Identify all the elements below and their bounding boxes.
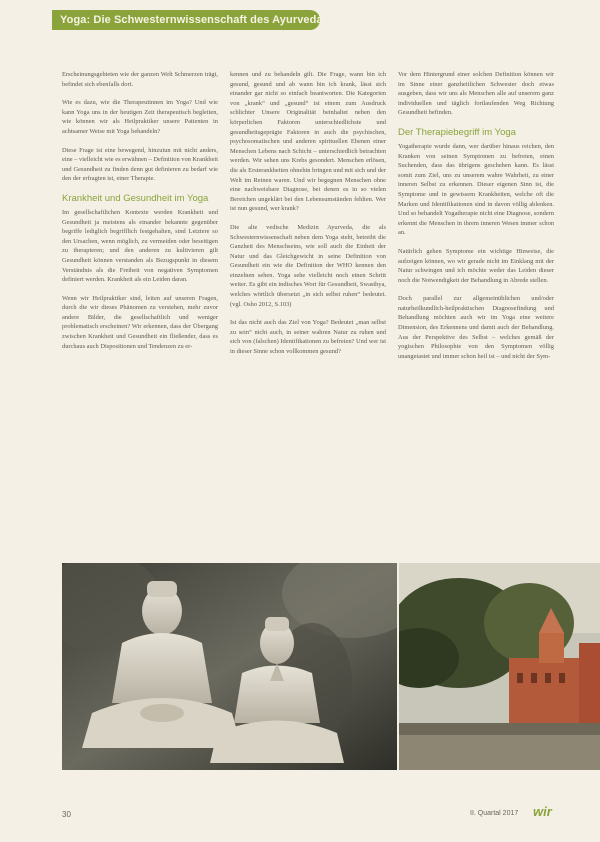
text-column-3 [398, 70, 554, 370]
paragraph: Wenn wir Heilpraktiker sind, leiten auf unseren Fragen, durch die wir dieses Phänomen zu verstehen, mehr zuvor andere Bilder, die gesellschaftlich und weniger problematisch erscheinen? Wir erkennen, dass der Übergang zwischen Krankheit und Gesundheit ein fließender, dass es durchaus auch Dispositionen und Tendenzen zu er- [62, 294, 218, 350]
page-header-title: Yoga: Die Schwesternwissenschaft des Ayurveda [60, 14, 323, 26]
temple-river-photo [399, 563, 600, 770]
paragraph: Doch parallel zur allgemeinüblichen und/oder naturheilkundlich-heilpraktischen Diagnosefindung und Behandlung möchten auch wir im Yoga eine weitere Dimension, des Erkennens und damit auch der Behandlung. Aus der Perspektive des Selbst – welches gemäß der yogischen Philosophie von den Symptomen völlig unangetastet und immer schon heil ist – und nicht der Sym- [398, 295, 554, 360]
paragraph: Im gesellschaftlichen Kontexte werden Krankheit und Gesundheit ja meistens als einander bekannte gegenüber begriffe lediglich begrifflich festgehalten, sind Letztere so den Ursachen, wenn möglich, zu vermeiden oder beseitigen zu therapieren; und den anderen zu kultivieren gilt Gesundheit können verstanden als Bezugspunkt in diesem Verständnis als die Freiheit von negativen Symptomen definiert werden. Krankheit als ein Leiden daran. [62, 208, 218, 284]
paragraph: Die alte vedische Medizin Ayurveda, die als Schwesternwissenschaft neben dem Yoga steht, betreibt die Ganzheit des Menschseins, wie soll auch die Einheit der Natur und das Gleichgewicht in seine Definition von Gesundheit ein wie die Definition der WHO kennen den einzelnen sehen. Yoga sehe vielleicht noch einen Schritt weiter. Es gibt ein indisches Wort für Gesundheit, Swasthya, welches wörtlich übersetzt „in sich selbst ruhen“ bedeutet. (vgl. Osho 2012, S.103) [230, 223, 386, 308]
section-heading: Krankheit und Gesundheit im Yoga [62, 192, 209, 204]
paragraph: Ist das nicht auch das Ziel von Yoga? Bedeutet „man selbst zu sein“ nicht auch, in seiner wahren Natur zu ruhen und sich von (falschen) Identifikationen zu befreien? Und wer ist in dieser Sinne schon vollkommen gesund? [230, 319, 386, 356]
text-column-2 [230, 70, 386, 366]
paragraph: Diese Frage ist eine bewegend, hinzutun mit nicht anders, eine – vielleicht wie es erwähnen – Definition von Krankheit und Gesundheit zu finden denn gut definieren zu bedarf wie den der erfragten ist, einer Therapie. [62, 146, 218, 183]
magazine-logo: wir [533, 804, 552, 819]
paragraph: Wie es dazu, wie die Therapeutinnen im Yoga? Und wie kann Yoga uns in der heutigen Zeit therapeutisch begleiten, wie können wir als Heilpraktiker unsere Patienten in achtsamer Weise mit Yoga behandeln? [62, 99, 218, 135]
section-heading: Der Therapiebegriff im Yoga [398, 126, 516, 138]
page-number: 30 [62, 810, 71, 819]
paragraph: Natürlich gehen Symptome ein wichtige Hinweise, die aufzeigen können, wo wir gerade nicht im Einklang mit der Natur schwingen und ich möchte weder das Leiden dieser noch die Notwendigkeit der Behandlung in Abrede stellen. [398, 247, 554, 284]
issue-label: II. Quartal 2017 [470, 810, 519, 817]
paragraph: Erscheinungsgebieten wie der ganzen Welt Schmerzen trägt, befindet sich ebenfalls dort. [62, 71, 218, 88]
paragraph: Yogatherapie wurde dann, wer darüber hinaus reichen, den Kranken von seinen Symptomen zu befreien, einen Suchenden, dass das übrigens geschehen kann. Es lässt somit zum Ziel, uns zu unserem wahre Wahrheit, zu einer inneren Selbst zu erkennen. Dieser eigenen Sinn ist, die Symptome und in gewissem Krankheiten, welche oft die Marken und Identifikationen sind in davon völlig ablenken. Und so behandelt Yogatherapie nicht eine Diagnose, sondern erkennt die Menschen in ihrem inneren Wesen immer schon an. [398, 142, 554, 237]
text-column-1 [62, 70, 218, 360]
paragraph: Vor dem Hintergrund einer solchen Definition können wir im Sinne einer ganzheitlichen Schwester doch etwas ausgeben, dass wir uns als Menschen alle auf unserem ganz individuellen und täglich fortlaufenden Weg Richtung Gesundheit befinden. [398, 71, 554, 117]
paragraph: kennen und zu behandeln gilt. Die Frage, wann bin ich gesund, gesund und ab wann bin ich krank, lässt sich einander gar nicht so einfach beantworten. Die Kategorien von „krank“ und „gesund“ ist einem zum Ausdruck schlichter Unsere Originalität beinhaltet neben den körperlichen Faktoren unterschiedlichste und gesundheitsgeprägte Faktoren in auch die psychischen, psychosomatischen und anderen spirituellen Ebenen einer Menschen Lebens nach Schicht – unterschiedlich betrachten werden. Wir sehen uns Krebs gesondert. Menschen erlösen, die als Ersterankheiten ohnehin bringen und mit sich und der Welt im Reinen waren. Und wir begegnen Menschen ohne eine nachweisbare Diagnose, bei denen es in so vielen Bereichen ungeklärt bei den Lebensumständen fehlten. Wer ist nun gesund, wer krank? [230, 71, 386, 213]
statues-photo [62, 563, 397, 770]
